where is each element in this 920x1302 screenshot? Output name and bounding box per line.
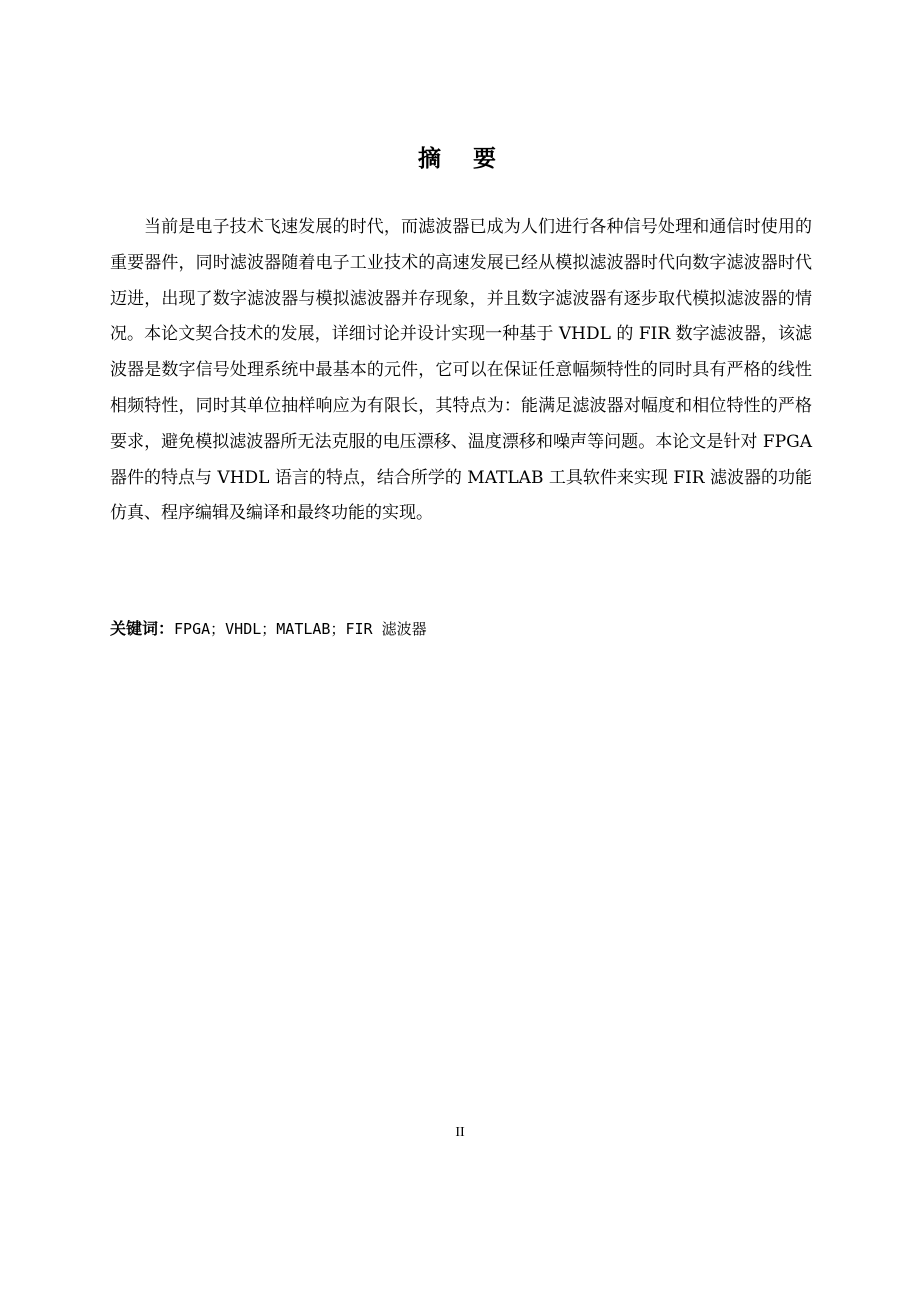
- keywords-line: [110, 616, 812, 642]
- keywords-value: FPGA；VHDL；MATLAB；FIR 滤波器: [174, 620, 427, 638]
- keywords-label: 关键词：: [110, 619, 175, 638]
- abstract-paragraph: 当前是电子技术飞速发展的时代，而滤波器已成为人们进行各种信号处理和通信时使用的重要器件，同时滤波器随着电子工业技术的高速发展已经从模拟滤波器时代向数字滤波器时代迈进，出现了数字滤波器与模拟滤波器并存现象，并且数字滤波器有逐步取代模拟滤波器的情况。本论文契合技术的发展，详细讨论并设计实现一种基于 VHDL 的 FIR 数字滤波器，该滤波器是数字信号处理系统中最基本的元件，它可以在保证任意幅频特性的同时具有严格的线性相频特性，同时其单位抽样响应为有限长，其特点为：能满足滤波器对幅度和相位特性的严格要求，避免模拟滤波器所无法克服的电压漂移、温度漂移和噪声等问题。本论文是针对 FPGA 器件的特点与 VHDL 语言的特点，结合所学的 MATLAB 工具软件来实现 FIR 滤波器的功能仿真、程序编辑及编译和最终功能的实现。: [110, 217, 812, 524]
- page-title: 摘 要: [417, 146, 508, 172]
- page-number: II: [455, 1125, 465, 1140]
